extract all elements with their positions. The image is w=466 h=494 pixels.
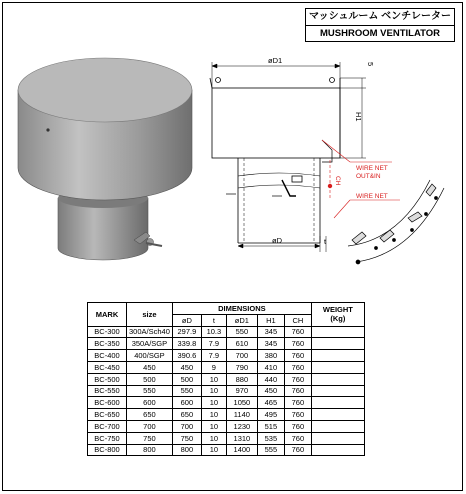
table-cell: 345 [257, 338, 284, 350]
table-cell: 555 [257, 444, 284, 456]
table-row [88, 432, 365, 444]
table-cell [311, 338, 364, 350]
table-row [88, 373, 365, 385]
title-japanese: マッシュルーム ベンチレーター [306, 9, 454, 26]
table-cell: 760 [284, 338, 311, 350]
table-cell: 10 [201, 420, 226, 432]
label-ch: CH [334, 176, 341, 186]
table-cell: 10 [201, 385, 226, 397]
table-cell [311, 420, 364, 432]
table-cell: 7.9 [201, 338, 226, 350]
table-cell: 10 [201, 444, 226, 456]
table-cell: 10 [201, 409, 226, 421]
table-row [88, 420, 365, 432]
table-cell: 760 [284, 409, 311, 421]
table-cell: BC-650 [88, 409, 127, 421]
table-cell: BC-350 [88, 338, 127, 350]
table-cell: BC-800 [88, 444, 127, 456]
table-cell: 350A/SGP [127, 338, 173, 350]
table-row [88, 338, 365, 350]
table-cell: 880 [226, 373, 257, 385]
table-cell: 750 [127, 432, 173, 444]
table-cell: 1400 [226, 444, 257, 456]
table-cell: BC-750 [88, 432, 127, 444]
table-cell: 9 [201, 361, 226, 373]
label-5: 5 [366, 62, 375, 67]
table-cell: 760 [284, 420, 311, 432]
table-row [88, 326, 365, 338]
table-cell: 760 [284, 397, 311, 409]
table-cell [311, 444, 364, 456]
table-cell: 345 [257, 326, 284, 338]
table-cell: 500 [172, 373, 201, 385]
table-cell: 760 [284, 373, 311, 385]
table-cell: 1140 [226, 409, 257, 421]
table-cell: 600 [127, 397, 173, 409]
dimensions-table [87, 302, 365, 456]
col-weight [311, 303, 364, 327]
table-cell: 10 [201, 397, 226, 409]
table-cell: 700 [127, 420, 173, 432]
table-cell: 750 [172, 432, 201, 444]
col-mark: MARK [88, 303, 127, 327]
ventilator-3d-render [18, 58, 192, 260]
table-cell: BC-600 [88, 397, 127, 409]
table-cell: 1310 [226, 432, 257, 444]
table-cell: 550 [172, 385, 201, 397]
title-english: MUSHROOM VENTILATOR [320, 28, 440, 39]
table-cell: 1050 [226, 397, 257, 409]
table-cell: 450 [127, 361, 173, 373]
table-cell [311, 409, 364, 421]
table-cell: 550 [226, 326, 257, 338]
table-cell: 300A/Sch40 [127, 326, 173, 338]
table-cell: 760 [284, 350, 311, 362]
table-cell: 10 [201, 373, 226, 385]
table-cell: 380 [257, 350, 284, 362]
table-cell: 465 [257, 397, 284, 409]
ch-marker [328, 160, 332, 200]
table-row [88, 385, 365, 397]
table-cell: 700 [226, 350, 257, 362]
table-body [88, 326, 365, 456]
table-cell: 7.9 [201, 350, 226, 362]
table-cell: BC-300 [88, 326, 127, 338]
table-cell: 600 [172, 397, 201, 409]
col-h1: H1 [257, 314, 284, 326]
label-wire-net-out-in-1: WIRE NET [356, 165, 388, 172]
table-cell: 760 [284, 326, 311, 338]
table-cell [311, 397, 364, 409]
label-t: t [324, 237, 327, 246]
col-size: size [127, 303, 173, 327]
table-cell: 495 [257, 409, 284, 421]
table-row [88, 361, 365, 373]
table-cell [311, 373, 364, 385]
table-cell: 450 [257, 385, 284, 397]
table-cell: 760 [284, 385, 311, 397]
table-cell: BC-700 [88, 420, 127, 432]
table-cell [311, 361, 364, 373]
col-phi-d1: øD1 [226, 314, 257, 326]
label-wire-net-out-in-2: OUT&IN [356, 173, 381, 180]
table-cell: 297.9 [172, 326, 201, 338]
table-cell: 550 [127, 385, 173, 397]
table-cell: 450 [172, 361, 201, 373]
section-drawing [210, 78, 340, 244]
table-cell: 410 [257, 361, 284, 373]
dimension-lines [212, 62, 366, 252]
table-cell: 700 [172, 420, 201, 432]
table-cell: 10.3 [201, 326, 226, 338]
table-row [88, 397, 365, 409]
table-cell: 970 [226, 385, 257, 397]
table-cell: 650 [172, 409, 201, 421]
table-cell: 760 [284, 444, 311, 456]
table-cell: 400/SGP [127, 350, 173, 362]
label-phi-d: øD [272, 236, 282, 245]
table-cell: BC-450 [88, 361, 127, 373]
table-cell: 440 [257, 373, 284, 385]
label-h1: H1 [354, 112, 363, 122]
table-cell: BC-500 [88, 373, 127, 385]
table-cell [311, 385, 364, 397]
table-cell: 515 [257, 420, 284, 432]
col-phi-d: øD [172, 314, 201, 326]
table-cell [311, 350, 364, 362]
table-cell: 500 [127, 373, 173, 385]
label-phi-d1: øD1 [268, 56, 283, 65]
col-dimensions: DIMENSIONS [172, 303, 311, 315]
table-cell: 760 [284, 432, 311, 444]
table-cell: 339.8 [172, 338, 201, 350]
table-row [88, 409, 365, 421]
table-cell: 390.6 [172, 350, 201, 362]
col-t: t [201, 314, 226, 326]
table-cell: 10 [201, 432, 226, 444]
table-cell: 1230 [226, 420, 257, 432]
table-row [88, 444, 365, 456]
table-cell: 760 [284, 361, 311, 373]
table-cell: 535 [257, 432, 284, 444]
table-row [88, 350, 365, 362]
table-cell: 610 [226, 338, 257, 350]
table-cell: BC-550 [88, 385, 127, 397]
label-wire-net: WIRE NET [356, 193, 388, 200]
table-cell: 650 [127, 409, 173, 421]
table-cell: BC-400 [88, 350, 127, 362]
table-cell: 790 [226, 361, 257, 373]
table-cell [311, 326, 364, 338]
table-cell: 800 [172, 444, 201, 456]
table-cell: 800 [127, 444, 173, 456]
cap-outline [212, 88, 340, 158]
weight-label: WEIGHT [322, 305, 353, 315]
table-cell [311, 432, 364, 444]
col-ch: CH [284, 314, 311, 326]
weight-unit: (Kg) [330, 314, 346, 324]
